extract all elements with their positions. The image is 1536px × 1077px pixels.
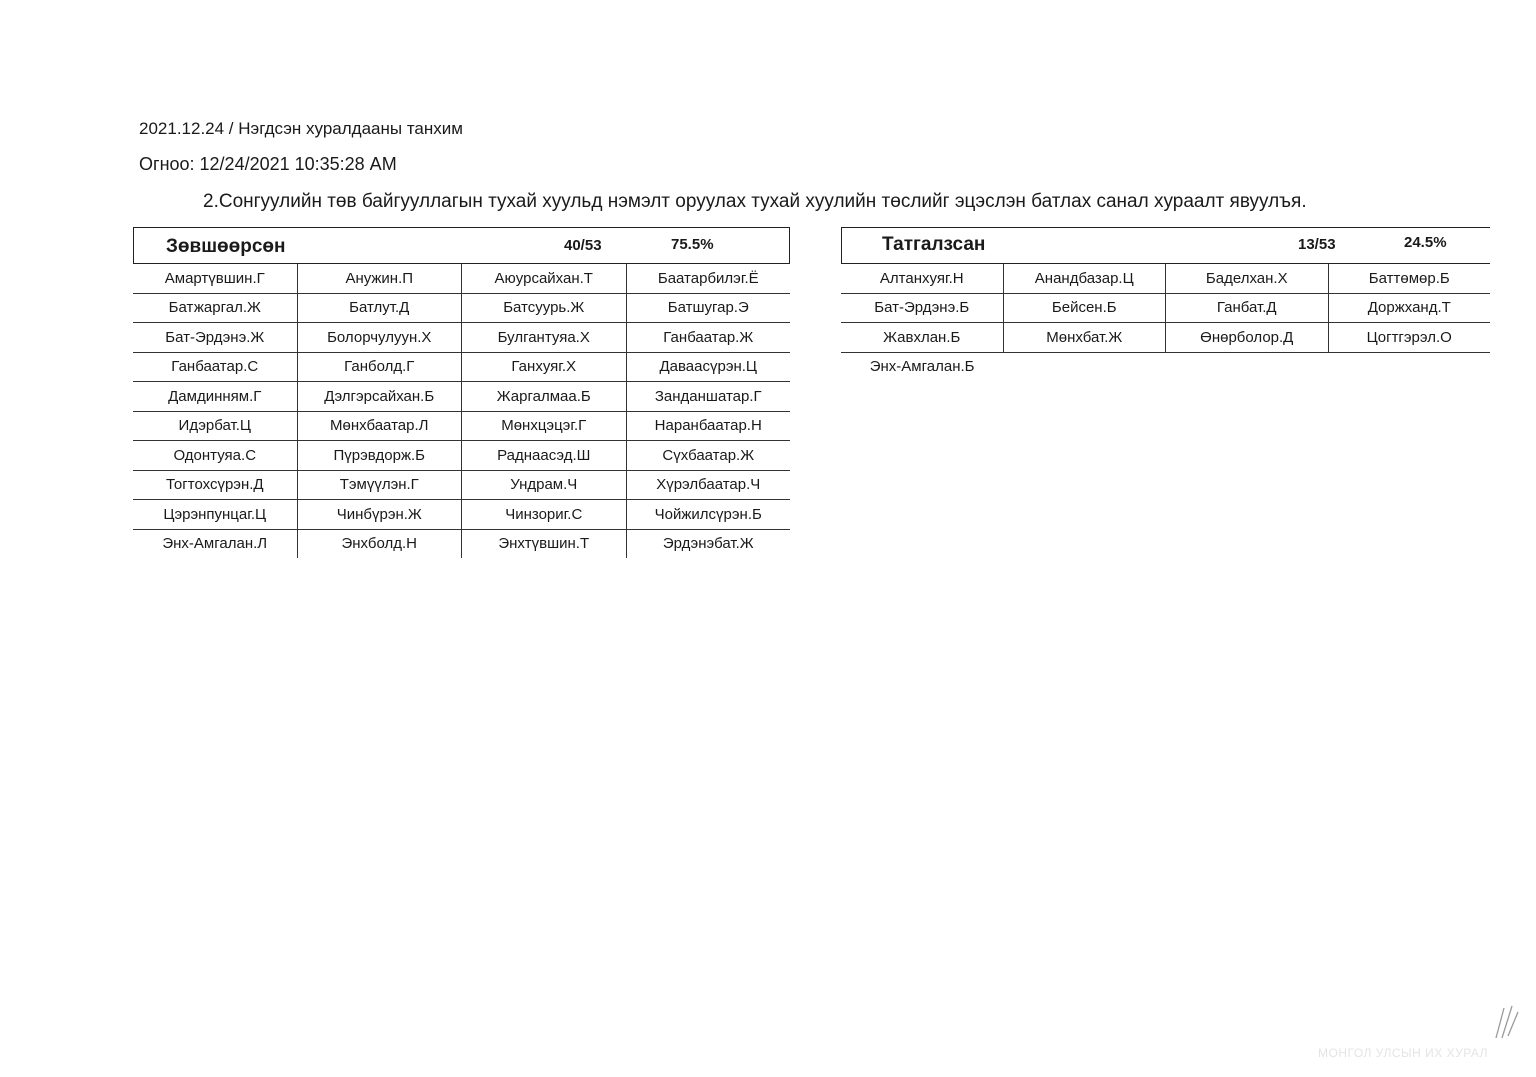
reject-block xyxy=(841,227,1490,381)
member-name-cell: Цэрэнпунцаг.Ц xyxy=(163,505,267,523)
table-row xyxy=(133,471,790,501)
member-name-cell: Батсуурь.Ж xyxy=(461,294,626,323)
table-row xyxy=(841,294,1490,324)
reject-names-table xyxy=(841,264,1490,381)
member-name-cell: Алтанхуяг.Н xyxy=(879,269,964,287)
member-name-cell: Ундрам.Ч xyxy=(461,471,626,500)
table-row xyxy=(841,323,1490,353)
approve-header xyxy=(133,227,790,264)
table-row xyxy=(133,323,790,353)
member-name-cell: Аюурсайхан.Т xyxy=(461,264,626,293)
vote-datetime: Огноо: 12/24/2021 10:35:28 AM xyxy=(139,154,397,174)
member-name-cell: Булгантуяа.Х xyxy=(461,323,626,352)
member-name-cell: Болорчулуун.Х xyxy=(297,323,462,352)
member-name-cell: Бат-Эрдэнэ.Ж xyxy=(165,328,265,346)
table-row xyxy=(133,294,790,324)
reject-title: Татгалзсан xyxy=(882,234,986,255)
member-name-cell: Тэмүүлэн.Г xyxy=(297,471,462,500)
member-name-cell: Мөнхбаатар.Л xyxy=(297,412,462,441)
reject-header xyxy=(841,227,1490,264)
member-name-cell: Дэлгэрсайхан.Б xyxy=(297,382,462,411)
member-name-cell: Даваасүрэн.Ц xyxy=(626,353,791,382)
member-name-cell: Баатарбилэг.Ё xyxy=(626,264,791,293)
member-name-cell: Энх-Амгалан.Л xyxy=(162,535,268,553)
member-name-cell: Жаргалмаа.Б xyxy=(461,382,626,411)
member-name-cell: Ганбаатар.Ж xyxy=(626,323,791,352)
table-row xyxy=(133,382,790,412)
member-name-cell: Дамдинням.Г xyxy=(168,387,262,405)
member-name-cell: Энх-Амгалан.Б xyxy=(869,358,975,376)
member-name-cell: Ганбаатар.С xyxy=(171,358,259,376)
vote-question: 2.Сонгуулийн төв байгууллагын тухай хуульд нэмэлт оруулах тухай хуулийн төслийг эцэслэн батлах санал хураалт явуулъя. xyxy=(203,191,1307,212)
member-name-cell: Мөнхцэцэг.Г xyxy=(461,412,626,441)
table-row xyxy=(133,441,790,471)
table-row xyxy=(133,353,790,383)
member-name-cell: Сүхбаатар.Ж xyxy=(626,441,791,470)
reject-count: 13/53 xyxy=(1298,236,1336,253)
member-name-cell: Раднаасэд.Ш xyxy=(461,441,626,470)
member-name-cell: Эрдэнэбат.Ж xyxy=(626,530,791,559)
member-name-cell: Энхтүвшин.Т xyxy=(461,530,626,559)
member-name-cell: Тогтохсүрэн.Д xyxy=(165,476,264,494)
approve-count: 40/53 xyxy=(564,237,602,254)
reject-percent: 24.5% xyxy=(1404,234,1447,251)
table-row xyxy=(841,353,1490,382)
table-row xyxy=(133,412,790,442)
watermark-stamp: МОНГОЛ УЛСЫН ИХ ХУРАЛ xyxy=(1318,1046,1489,1060)
member-name-cell: Анужин.П xyxy=(297,264,462,293)
member-name-cell: Ганхуяг.Х xyxy=(461,353,626,382)
approve-percent: 75.5% xyxy=(671,236,714,253)
member-name-cell: Өнөрболор.Д xyxy=(1165,323,1328,352)
member-name-cell: Мөнхбат.Ж xyxy=(1003,323,1166,352)
table-row xyxy=(133,500,790,530)
approve-names-table xyxy=(133,264,790,558)
member-name-cell: Доржханд.Т xyxy=(1328,294,1491,323)
member-name-cell: Пүрэвдорж.Б xyxy=(297,441,462,470)
approve-title: Зөвшөөрсөн xyxy=(166,236,286,257)
member-name-cell: Цогтгэрэл.О xyxy=(1328,323,1491,352)
member-name-cell: Одонтуяа.С xyxy=(173,446,257,464)
member-name-cell: Идэрбат.Ц xyxy=(178,417,251,435)
member-name-cell: Чойжилсүрэн.Б xyxy=(626,500,791,529)
session-location: 2021.12.24 / Нэгдсэн хуралдааны танхим xyxy=(139,119,463,138)
member-name-cell: Занданшатар.Г xyxy=(626,382,791,411)
member-name-cell: Батжаргал.Ж xyxy=(168,299,261,317)
table-row xyxy=(841,264,1490,294)
table-row xyxy=(133,530,790,559)
member-name-cell: Батшугар.Э xyxy=(626,294,791,323)
member-name-cell: Ганболд.Г xyxy=(297,353,462,382)
member-name-cell: Жавхлан.Б xyxy=(883,328,961,346)
member-name-cell: Баделхан.Х xyxy=(1165,264,1328,293)
member-name-cell: Энхболд.Н xyxy=(297,530,462,559)
member-name-cell: Баттөмөр.Б xyxy=(1328,264,1491,293)
member-name-cell: Батлут.Д xyxy=(297,294,462,323)
member-name-cell: Бейсен.Б xyxy=(1003,294,1166,323)
handwritten-initials xyxy=(1490,1002,1524,1042)
member-name-cell: Чинбүрэн.Ж xyxy=(297,500,462,529)
member-name-cell: Анандбазар.Ц xyxy=(1003,264,1166,293)
member-name-cell: Амартүвшин.Г xyxy=(164,269,265,287)
approve-block xyxy=(133,227,790,558)
member-name-cell: Чинзориг.С xyxy=(461,500,626,529)
member-name-cell: Ганбат.Д xyxy=(1165,294,1328,323)
member-name-cell: Хүрэлбаатар.Ч xyxy=(626,471,791,500)
member-name-cell: Бат-Эрдэнэ.Б xyxy=(874,299,970,317)
member-name-cell: Наранбаатар.Н xyxy=(626,412,791,441)
table-row xyxy=(133,264,790,294)
